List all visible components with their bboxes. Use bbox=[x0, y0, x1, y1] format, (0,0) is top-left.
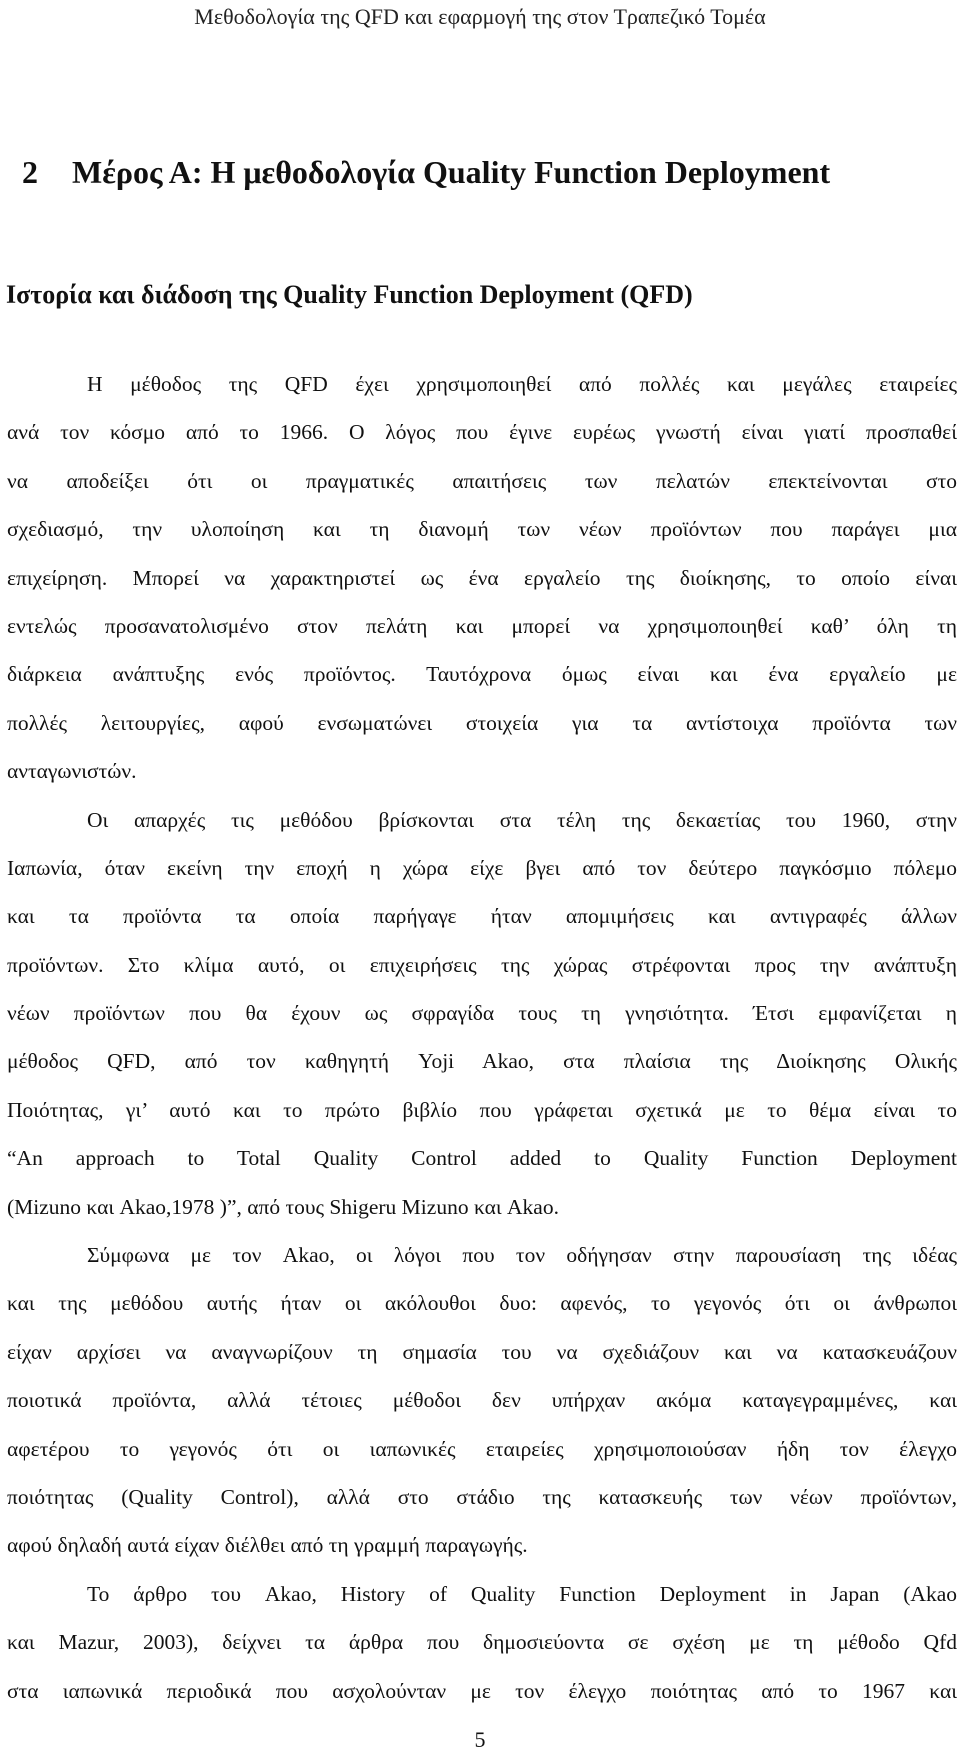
section-heading: Ιστορία και διάδοση της Quality Function Deployment (QFD) bbox=[6, 280, 693, 309]
paragraph-line: αφετέρου το γεγονός ότι οι ιαπωνικές εταιρείες χρησιμοποιούσαν ήδη τον έλεγχο bbox=[7, 1436, 957, 1461]
paragraph-line: μέθοδος QFD, από τον καθηγητή Yoji Akao, στα πλαίσια της Διοίκησης Ολικής bbox=[7, 1049, 957, 1074]
paragraph-line: σχεδιασμό, την υλοποίηση και τη διανομή των νέων προϊόντων που παράγει μια bbox=[7, 517, 957, 542]
paragraph-line: ποιότητας (Quality Control), αλλά στο στάδιο της κατασκευής των νέων προϊόντων, bbox=[7, 1484, 957, 1509]
paragraph-line: επιχείρηση. Μπορεί να χαρακτηριστεί ως ένα εργαλείο της διοίκησης, το οποίο είναι bbox=[7, 565, 957, 590]
paragraph-line: ανταγωνιστών. bbox=[7, 759, 137, 784]
paragraph-line: είχαν αρχίσει να αναγνωρίζουν τη σημασία του να σχεδιάζουν και να κατασκευάζουν bbox=[7, 1339, 957, 1364]
paragraph-line: Οι απαρχές τις μεθόδου βρίσκονται στα τέλη της δεκαετίας του 1960, στην bbox=[87, 807, 957, 832]
page-number: 5 bbox=[474, 1727, 486, 1752]
paragraph-line: προϊόντων. Στο κλίμα αυτό, οι επιχειρήσεις της χώρας στρέφονται προς την ανάπτυξη bbox=[7, 952, 957, 977]
paragraph-line: αφού δηλαδή αυτά είχαν διέλθει από τη γραμμή παραγωγής. bbox=[7, 1533, 528, 1558]
chapter-number: 2 bbox=[22, 154, 38, 190]
paragraph-line: ποιοτικά προϊόντα, αλλά τέτοιες μέθοδοι δεν υπήρχαν ακόμα καταγεγραμμένες, και bbox=[7, 1388, 957, 1413]
paragraph-line: εντελώς προσανατολισμένο στον πελάτη και μπορεί να χρησιμοποιηθεί καθ’ όλη τη bbox=[7, 613, 957, 638]
paragraph-line: διάρκεια ανάπτυξης ενός προϊόντος. Ταυτόχρονα όμως είναι και ένα εργαλείο με bbox=[7, 662, 957, 687]
paragraph-line: και της μεθόδου αυτής ήταν οι ακόλουθοι δυο: αφενός, το γεγονός ότι οι άνθρωποι bbox=[7, 1291, 957, 1316]
paragraph-line: (Mizuno και Akao,1978 )”, από τους Shigeru Mizuno και Akao. bbox=[7, 1194, 559, 1219]
paragraph-line: Το άρθρο του Akao, History of Quality Function Deployment in Japan (Akao bbox=[87, 1581, 957, 1606]
running-header: Μεθοδολογία της QFD και εφαρμογή της στον Τραπεζικό Τομέα bbox=[194, 4, 766, 29]
paragraph-line: πολλές λειτουργίες, αφού ενσωματώνει στοιχεία για τα αντίστοιχα προϊόντα των bbox=[7, 710, 957, 735]
paragraph-line: Η μέθοδος της QFD έχει χρησιμοποιηθεί από πολλές και μεγάλες εταιρείες bbox=[87, 372, 957, 396]
body-text bbox=[7, 360, 957, 1715]
paragraph-line: και τα προϊόντα τα οποία παρήγαγε ήταν απομιμήσεις και αντιγραφές άλλων bbox=[7, 904, 957, 929]
paragraph-line: Ιαπωνία, όταν εκείνη την εποχή η χώρα είχε βγει από τον δεύτερο παγκόσμιο πόλεμο bbox=[7, 855, 957, 880]
paragraph-line: Σύμφωνα με τον Akao, οι λόγοι που τον οδήγησαν στην παρουσίαση της ιδέας bbox=[87, 1243, 957, 1268]
paragraph-line: στα ιαπωνικά περιοδικά που ασχολούνταν με τον έλεγχο ποιότητας από το 1967 και bbox=[7, 1678, 957, 1703]
paragraph-line: Ποιότητας, γι’ αυτό και το πρώτο βιβλίο που γράφεται σχετικά με το θέμα είναι το bbox=[7, 1097, 957, 1122]
paragraph-line: νέων προϊόντων που θα έχουν ως σφραγίδα τους τη γνησιότητα. Έτσι εμφανίζεται η bbox=[7, 1001, 957, 1026]
chapter-title: Μέρος Α: Η μεθοδολογία Quality Function Deployment bbox=[72, 154, 831, 190]
paragraph-line: “An approach to Total Quality Control added to Quality Function Deployment bbox=[7, 1146, 957, 1171]
chapter-heading bbox=[22, 152, 830, 192]
paragraph-line: ανά τον κόσμο από το 1966. Ο λόγος που έγινε ευρέως γνωστή είναι γιατί προσπαθεί bbox=[7, 420, 957, 445]
paragraph-line: και Mazur, 2003), δείχνει τα άρθρα που δημοσιεύοντα σε σχέση με τη μέθοδο Qfd bbox=[7, 1630, 957, 1655]
paragraph-line: να αποδείξει ότι οι πραγματικές απαιτήσεις των πελατών επεκτείνονται στο bbox=[7, 468, 957, 493]
